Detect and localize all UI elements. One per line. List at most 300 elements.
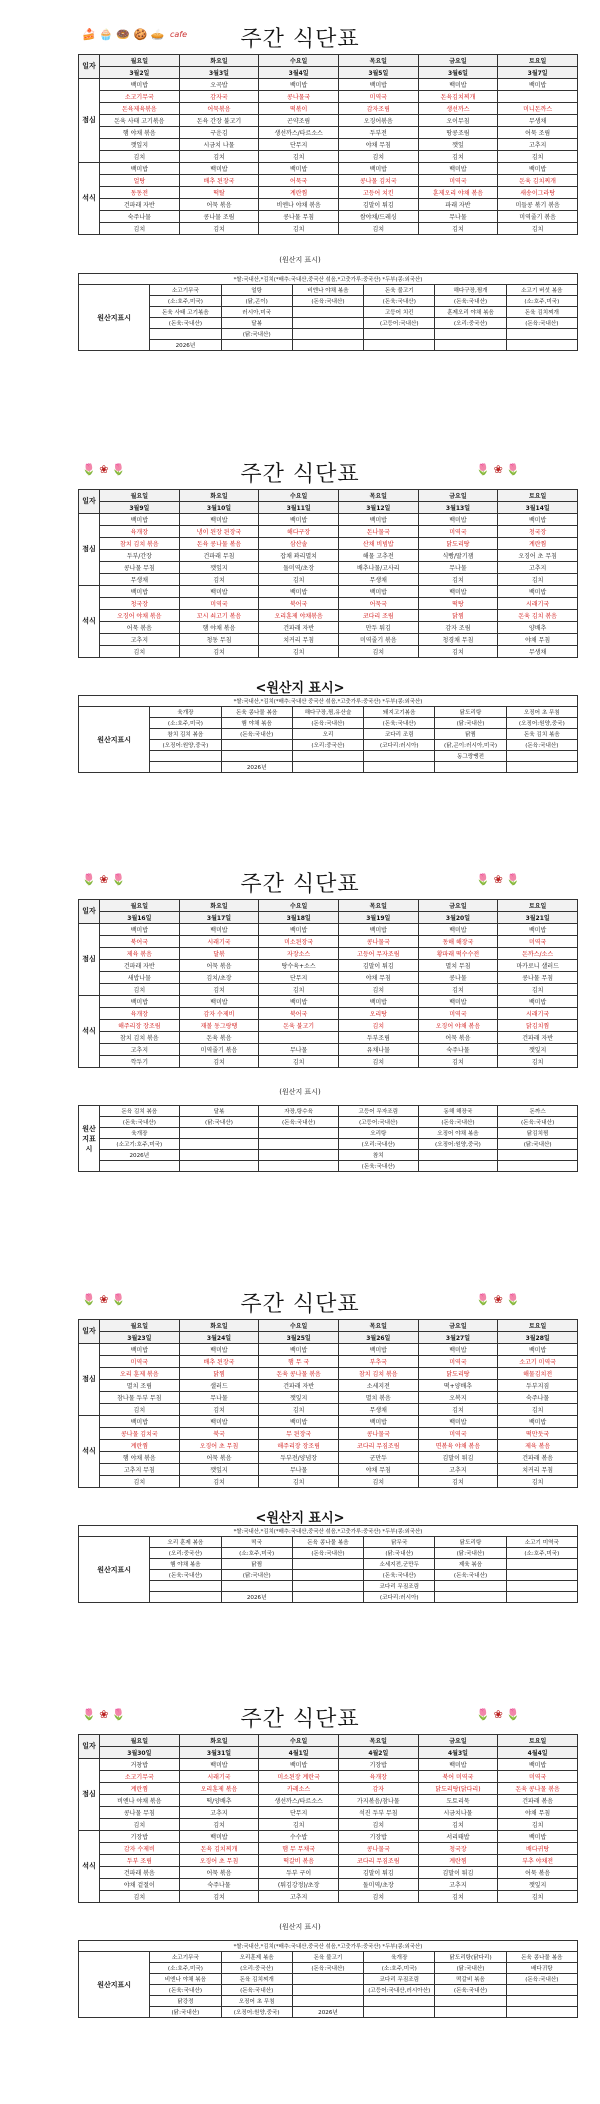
menu-cell: 백미밥 xyxy=(179,1416,259,1428)
origin-cell: 오리 훈제 볶음 xyxy=(150,1537,221,1548)
dinner-row xyxy=(79,1464,578,1476)
menu-cell: 산채 비빔밥 xyxy=(338,538,418,550)
day-name: 목요일 xyxy=(338,490,418,502)
origin-cell: (돈육:국내산) xyxy=(435,296,506,307)
menu-cell: 백미밥 xyxy=(100,924,180,936)
date-cell: 3월28일 xyxy=(498,1332,578,1344)
dinner-row xyxy=(79,1440,578,1452)
origin-cell: (돈육:국내산) xyxy=(150,1985,221,1996)
menu-cell: 오이무침 xyxy=(418,115,498,127)
menu-cell: 생선까스 xyxy=(418,103,498,115)
menu-cell: 소고기 미역국 xyxy=(498,1356,578,1368)
origin-cell xyxy=(292,1985,363,1996)
menu-cell: 깻잎지 xyxy=(179,562,259,574)
menu-table xyxy=(78,899,578,1068)
origin-note: *쌀:국내산,*김치(*배추:국내산,중국산 섞음,*고춧가루:중국산) *두부(콩:외국산) xyxy=(79,1526,578,1537)
date-cell: 3월12일 xyxy=(338,502,418,514)
menu-cell: 김치 xyxy=(498,1891,578,1903)
menu-cell: 어묵 볶음 xyxy=(179,960,259,972)
date-cell: 4월3일 xyxy=(418,1747,498,1759)
origin-cell: (오징어:원양,중국) xyxy=(418,1139,498,1150)
menu-cell: 오리탕 xyxy=(338,1008,418,1020)
dinner-row xyxy=(79,1476,578,1488)
origin-cell: 햄 야채 볶음 xyxy=(150,1559,221,1570)
lunch-row xyxy=(79,79,578,91)
dinner-row xyxy=(79,598,578,610)
origin-cell: (고등어:국내산) xyxy=(338,1117,418,1128)
lunch-row xyxy=(79,1783,578,1795)
menu-table xyxy=(78,1319,578,1488)
menu-cell: 김치 xyxy=(338,1020,418,1032)
lunch-row xyxy=(79,526,578,538)
origin-note: *쌀:국내산,*김치(*배추:국내산 중국산 섞음,*고춧가루:중국산) *두부(콩:외국산) xyxy=(79,696,578,707)
menu-cell: 백미밥 xyxy=(179,996,259,1008)
date-cell: 3월20일 xyxy=(418,912,498,924)
day-header-row xyxy=(79,900,578,912)
menu-cell: 참나물 두부 무침 xyxy=(100,1392,180,1404)
menu-cell: 기장밥 xyxy=(338,1759,418,1771)
menu-cell: 숙주나물 xyxy=(418,1044,498,1056)
origin-cell: (돈육:국내산) xyxy=(292,296,363,307)
menu-cell: 북어 미역국 xyxy=(418,1771,498,1783)
lunch-row xyxy=(79,1759,578,1771)
lunch-row xyxy=(79,139,578,151)
menu-cell: 건파래 자반 xyxy=(259,1380,339,1392)
origin-cell: (오징어:원양,중국) xyxy=(506,718,577,729)
origin-cell: (돈육:국내산) xyxy=(364,1570,435,1581)
menu-cell: 햄 무 무채국 xyxy=(259,1843,339,1855)
menu-cell: 미역국 xyxy=(418,1428,498,1440)
menu-cell: 어묵 조림 xyxy=(498,127,578,139)
menu-cell: 백미밥 xyxy=(418,1759,498,1771)
menu-cell: 백미밥 xyxy=(100,1344,180,1356)
menu-cell: 백미밥 xyxy=(498,586,578,598)
menu-cell: 두부 조림 xyxy=(100,1855,180,1867)
menu-cell: 비엔나 야채 볶음 xyxy=(100,1795,180,1807)
menu-cell: 김치 xyxy=(179,574,259,586)
origin-cell: (고등어:국내산) xyxy=(364,318,435,329)
dinner-label: 석식 xyxy=(79,996,100,1068)
menu-cell: 해주리장 장조림 xyxy=(259,1440,339,1452)
origin-cell: 돈육 김치찌개 xyxy=(221,1974,292,1985)
origin-note-row xyxy=(79,1941,578,1952)
menu-cell: 재볼 동그랑땡 xyxy=(179,1020,259,1032)
menu-cell: 백미밥 xyxy=(418,79,498,91)
lunch-row xyxy=(79,1807,578,1819)
menu-cell: 돈육 김치찌개 xyxy=(498,175,578,187)
menu-cell: 백미밥 xyxy=(338,514,418,526)
origin-cell: (오징어:원양,중국) xyxy=(150,740,221,751)
lunch-row xyxy=(79,574,578,586)
menu-cell: 콩나물 김치국 xyxy=(338,175,418,187)
menu-cell: 백미밥 xyxy=(418,163,498,175)
date-cell: 3월6일 xyxy=(418,67,498,79)
lunch-row xyxy=(79,972,578,984)
dinner-row xyxy=(79,610,578,622)
date-row xyxy=(79,1747,578,1759)
menu-cell: 배다귀탕 xyxy=(498,1843,578,1855)
menu-cell: 백미밥 xyxy=(498,163,578,175)
lunch-row xyxy=(79,924,578,936)
menu-cell: 김치 xyxy=(259,223,339,235)
menu-cell: 백미밥 xyxy=(498,1759,578,1771)
menu-cell: 백미밥 xyxy=(338,996,418,1008)
menu-cell: 고추지 xyxy=(498,562,578,574)
menu-cell: 가지볶음/참나물 xyxy=(338,1795,418,1807)
origin-cell: 코다리 무짐조림 xyxy=(364,1581,435,1592)
menu-cell: 돈육 간장 불고기 xyxy=(179,115,259,127)
menu-cell: 무생채 xyxy=(338,574,418,586)
menu-cell: 김치 xyxy=(418,1819,498,1831)
origin-cell xyxy=(364,1996,435,2007)
menu-cell: 콩나물 무침 xyxy=(100,562,180,574)
menu-cell: 고추지 xyxy=(259,1891,339,1903)
origin-cell xyxy=(259,1128,339,1139)
origin-cell xyxy=(179,1128,259,1139)
origin-row xyxy=(79,1996,578,2007)
menu-cell: 김치 xyxy=(418,646,498,658)
menu-cell: 깻잎지 xyxy=(498,1044,578,1056)
origin-cell: (닭:국내산) xyxy=(435,1548,506,1559)
menu-cell: 백미밥 xyxy=(418,1416,498,1428)
menu-cell: 배추나물/고사리 xyxy=(338,562,418,574)
lunch-row xyxy=(79,562,578,574)
date-cell: 3월21일 xyxy=(498,912,578,924)
menu-cell: 야채 무침 xyxy=(498,1807,578,1819)
origin-cell xyxy=(150,1592,221,1603)
origin-cell: 해다구장,찜개 xyxy=(435,285,506,296)
cafe-logo: cafe xyxy=(170,30,188,39)
origin-cell xyxy=(221,740,292,751)
menu-cell: 구운김 xyxy=(179,127,259,139)
menu-cell: 해물 고추전 xyxy=(338,550,418,562)
origin-row xyxy=(79,1592,578,1603)
menu-cell: 백미밥 xyxy=(338,586,418,598)
week-section xyxy=(0,455,600,771)
origin-cell xyxy=(435,762,506,773)
menu-cell: 백미밥 xyxy=(259,1759,339,1771)
origin-cell: (닭,곤이) xyxy=(221,296,292,307)
menu-cell: 코다리 조림 xyxy=(338,610,418,622)
menu-cell: 오징어볶음 xyxy=(338,115,418,127)
menu-cell: 청국장 xyxy=(100,598,180,610)
origin-row xyxy=(79,1548,578,1559)
decoration-left: 🌷 ❀ 🌷 xyxy=(82,1293,126,1306)
origin-cell: 배다귀탕 xyxy=(506,1963,577,1974)
menu-cell: 김치 xyxy=(179,646,259,658)
lunch-row xyxy=(79,948,578,960)
origin-row xyxy=(79,1537,578,1548)
origin-cell: 소고기무국 xyxy=(150,285,221,296)
menu-cell: 김치 xyxy=(100,1819,180,1831)
origin-cell xyxy=(292,1592,363,1603)
dinner-row xyxy=(79,646,578,658)
day-name: 화요일 xyxy=(179,1735,259,1747)
menu-cell: 돈육 콩나물 볶음 xyxy=(498,1783,578,1795)
menu-cell: 서리태밥 xyxy=(418,1831,498,1843)
menu-cell: 해주리장 장조림 xyxy=(100,1020,180,1032)
menu-cell: 백미밥 xyxy=(179,924,259,936)
menu-cell: 오징어 야채 볶음 xyxy=(418,1020,498,1032)
lunch-row xyxy=(79,1392,578,1404)
dinner-row xyxy=(79,1867,578,1879)
origin-cell: 얼탕 xyxy=(221,285,292,296)
origin-table xyxy=(78,273,578,351)
dinner-row xyxy=(79,1416,578,1428)
menu-cell: 식빵/딸기잼 xyxy=(418,550,498,562)
menu-cell: 해물김치전 xyxy=(498,1368,578,1380)
menu-cell: 떡탕 xyxy=(418,598,498,610)
decoration-right: 🌷 ❀ 🌷 xyxy=(476,1293,520,1306)
menu-cell: 김치 xyxy=(100,1476,180,1488)
menu-cell: 콩나물국 xyxy=(338,936,418,948)
day-name: 월요일 xyxy=(100,55,180,67)
menu-cell: 새밥나물 xyxy=(100,972,180,984)
origin-cell xyxy=(150,329,221,340)
lunch-label: 점심 xyxy=(79,1344,100,1416)
decoration-left: 🍰 🧁 🍩 🍪 🥧 xyxy=(82,28,165,41)
menu-cell: 돌미역/초장 xyxy=(259,562,339,574)
origin-cell xyxy=(364,340,435,351)
menu-cell: 고추지 xyxy=(179,1807,259,1819)
menu-cell: 콩나물국 xyxy=(338,1428,418,1440)
menu-cell: 김치 xyxy=(259,574,339,586)
menu-cell: 김치 xyxy=(498,1056,578,1068)
origin-note-row xyxy=(79,274,578,285)
origin-cell: 소고기 버섯 볶음 xyxy=(506,285,577,296)
origin-cell: (오리:중국산) xyxy=(150,1548,221,1559)
menu-cell: 감자조림 xyxy=(338,103,418,115)
menu-cell: 건파래 볶음 xyxy=(100,1867,180,1879)
origin-cell xyxy=(364,2007,435,2018)
menu-cell: 어묵 볶음 xyxy=(179,1867,259,1879)
day-name: 수요일 xyxy=(259,490,339,502)
menu-cell: 김치 xyxy=(418,151,498,163)
menu-cell: 콩나물 무침 xyxy=(259,211,339,223)
origin-table xyxy=(78,1105,578,1172)
menu-cell: 백미밥 xyxy=(259,163,339,175)
origin-cell: (돈육:국내산) xyxy=(435,1985,506,1996)
menu-cell xyxy=(259,1032,339,1044)
origin-note-row xyxy=(79,696,578,707)
origin-row xyxy=(79,1139,578,1150)
date-label: 일자 xyxy=(79,490,100,514)
menu-cell: 건파래 자반 xyxy=(100,960,180,972)
origin-cell: 돈육 콩나물 볶음 xyxy=(292,1537,363,1548)
menu-cell: 시래기국 xyxy=(179,1771,259,1783)
menu-cell: 탕수육+소스 xyxy=(259,960,339,972)
origin-table xyxy=(78,1940,578,2018)
origin-cell: 코다리 무짐조림 xyxy=(364,1974,435,1985)
origin-cell: (닭:국내산) xyxy=(221,329,292,340)
menu-cell: 김치 xyxy=(179,984,259,996)
decoration-left: 🌷 ❀ 🌷 xyxy=(82,873,126,886)
menu-cell: 백미밥 xyxy=(498,924,578,936)
origin-cell: (돈육:국내산) xyxy=(150,318,221,329)
origin-row xyxy=(79,1128,578,1139)
origin-row xyxy=(79,296,578,307)
menu-cell: 무나물 xyxy=(259,1044,339,1056)
menu-cell: 고추지 xyxy=(418,1464,498,1476)
origin-cell xyxy=(259,1139,339,1150)
origin-row xyxy=(79,1150,578,1161)
origin-cell: 2026년 xyxy=(292,2007,363,2018)
date-cell: 3월27일 xyxy=(418,1332,498,1344)
menu-cell: 두부 구이 xyxy=(259,1867,339,1879)
origin-cell: 육개장 xyxy=(150,707,221,718)
menu-cell: 면볶육 야채 볶음 xyxy=(418,1440,498,1452)
origin-cell: (돈육:국내산) xyxy=(100,1117,180,1128)
menu-cell: 땅콩조림 xyxy=(418,127,498,139)
menu-cell: 김치/초장 xyxy=(179,972,259,984)
menu-cell: 닭도리탕(닭다리) xyxy=(418,1783,498,1795)
menu-cell: 육개장 xyxy=(338,1771,418,1783)
origin-cell: (닭:국내산) xyxy=(435,718,506,729)
decoration-left: 🌷 ❀ 🌷 xyxy=(82,1708,126,1721)
day-name: 월요일 xyxy=(100,490,180,502)
day-name: 화요일 xyxy=(179,900,259,912)
origin-cell xyxy=(259,1161,339,1172)
origin-cell xyxy=(259,1150,339,1161)
origin-cell: (소:호주,미국) xyxy=(506,296,577,307)
menu-cell: 새송이그라탕 xyxy=(498,187,578,199)
menu-cell: 돈육 김치 볶음 xyxy=(498,610,578,622)
origin-cell xyxy=(150,762,221,773)
origin-note-row xyxy=(79,1526,578,1537)
menu-cell: 쌈야채/드레싱 xyxy=(338,211,418,223)
lunch-row xyxy=(79,1404,578,1416)
menu-cell: 어묵볶음 xyxy=(179,103,259,115)
menu-cell: 콩나물 무침 xyxy=(100,1807,180,1819)
week-section xyxy=(0,20,600,349)
menu-cell: 김치 xyxy=(418,1476,498,1488)
lunch-label: 점심 xyxy=(79,924,100,996)
menu-cell: 콩나물 xyxy=(418,972,498,984)
menu-cell: 김말이 튀김 xyxy=(418,1867,498,1879)
day-header-row xyxy=(79,1320,578,1332)
menu-cell: 야채 겉절이 xyxy=(100,1879,180,1891)
origin-cell xyxy=(292,762,363,773)
menu-cell: 감자국 xyxy=(179,91,259,103)
origin-cell xyxy=(292,1559,363,1570)
menu-cell: 북어국 xyxy=(259,598,339,610)
menu-cell: 훈제오리 야채 볶음 xyxy=(418,187,498,199)
origin-cell: 참치 김치 볶음 xyxy=(150,729,221,740)
menu-cell: 건파래 자반 xyxy=(498,1032,578,1044)
origin-row xyxy=(79,707,578,718)
menu-cell: 김치 xyxy=(338,984,418,996)
menu-cell: 햄 야채 볶음 xyxy=(100,1452,180,1464)
menu-cell: 김치 xyxy=(179,1476,259,1488)
menu-cell: 백미밥 xyxy=(498,1344,578,1356)
menu-cell: 북어국 xyxy=(100,936,180,948)
menu-title: 주간 식단표 xyxy=(240,1707,360,1732)
origin-cell: (소:호주,미국) xyxy=(221,1548,292,1559)
menu-cell: 참치 김치 볶음 xyxy=(100,538,180,550)
decoration-right: 🌷 ❀ 🌷 xyxy=(476,1708,520,1721)
day-name: 수요일 xyxy=(259,1735,339,1747)
menu-cell: 미역줄기 볶음 xyxy=(498,211,578,223)
origin-cell: 동해 해장국 xyxy=(418,1106,498,1117)
menu-cell: 비엔나 야채 볶음 xyxy=(259,199,339,211)
menu-cell: 계란찜 xyxy=(259,187,339,199)
origin-cell: (돈육:국내산) xyxy=(506,318,577,329)
menu-cell: 김치 xyxy=(259,1819,339,1831)
day-name: 수요일 xyxy=(259,55,339,67)
origin-cell xyxy=(435,340,506,351)
menu-cell: 돈까스/소스 xyxy=(498,948,578,960)
menu-cell: 돈육 사태 고기볶음 xyxy=(100,115,180,127)
origin-cell xyxy=(292,1996,363,2007)
menu-cell: 제육 볶음 xyxy=(498,1440,578,1452)
menu-cell: 거창밥 xyxy=(100,1759,180,1771)
origin-cell: (소고기:호주,미국) xyxy=(100,1139,180,1150)
menu-cell: 백미밥 xyxy=(498,514,578,526)
menu-cell: 고추지 xyxy=(498,139,578,151)
menu-cell: 삼산솔 xyxy=(259,538,339,550)
lunch-row xyxy=(79,1819,578,1831)
menu-cell: 김치 xyxy=(418,1891,498,1903)
menu-cell: 김치 xyxy=(498,574,578,586)
menu-cell: 백미밥 xyxy=(100,586,180,598)
lunch-row xyxy=(79,514,578,526)
menu-cell: 치커리 무침 xyxy=(498,1464,578,1476)
menu-table xyxy=(78,1734,578,1903)
origin-cell: (닭:국내산) xyxy=(364,1548,435,1559)
date-cell: 3월13일 xyxy=(418,502,498,514)
menu-cell: (튀김강정)/초장 xyxy=(259,1879,339,1891)
origin-cell xyxy=(418,1161,498,1172)
menu-cell: 오징어 초 무침 xyxy=(498,550,578,562)
decoration-right: 🌷 ❀ 🌷 xyxy=(476,873,520,886)
menu-cell: 백미밥 xyxy=(179,163,259,175)
menu-cell: 백미밥 xyxy=(100,163,180,175)
menu-cell: 김치 xyxy=(100,1891,180,1903)
day-name: 목요일 xyxy=(338,1735,418,1747)
menu-cell: 도토리묵 xyxy=(418,1795,498,1807)
date-cell: 4월2일 xyxy=(338,1747,418,1759)
origin-cell xyxy=(364,329,435,340)
origin-cell xyxy=(506,1559,577,1570)
menu-cell: 군만두 xyxy=(338,1452,418,1464)
origin-cell: 코다리 조림 xyxy=(364,729,435,740)
menu-cell: 미니돈까스 xyxy=(498,103,578,115)
origin-cell: 러시아,미국 xyxy=(221,307,292,318)
menu-cell: 어묵 볶음 xyxy=(179,199,259,211)
menu-cell: 오리 훈제 볶음 xyxy=(100,1368,180,1380)
menu-cell: 깍두기 xyxy=(100,1056,180,1068)
date-cell: 3월4일 xyxy=(259,67,339,79)
menu-cell: 무생채 xyxy=(338,1404,418,1416)
menu-cell: 제육 볶음 xyxy=(100,948,180,960)
origin-cell: (고등어:국내산,러시아산) xyxy=(364,1985,435,1996)
menu-cell: 청경채 무침 xyxy=(418,634,498,646)
origin-cell: 닭강정 xyxy=(150,1996,221,2007)
menu-cell: 단무지 xyxy=(259,972,339,984)
dinner-row xyxy=(79,1044,578,1056)
lunch-row xyxy=(79,550,578,562)
menu-cell: 감자 수제비 xyxy=(100,1843,180,1855)
date-row xyxy=(79,912,578,924)
date-label: 일자 xyxy=(79,1320,100,1344)
dinner-row xyxy=(79,1056,578,1068)
menu-cell: 깻잎 xyxy=(418,139,498,151)
dinner-row xyxy=(79,175,578,187)
menu-cell: 돈육 콩나물 볶음 xyxy=(259,1368,339,1380)
menu-cell: 백미밥 xyxy=(100,79,180,91)
origin-cell: 닭김치찜 xyxy=(498,1128,578,1139)
menu-cell: 달볶 xyxy=(179,948,259,960)
